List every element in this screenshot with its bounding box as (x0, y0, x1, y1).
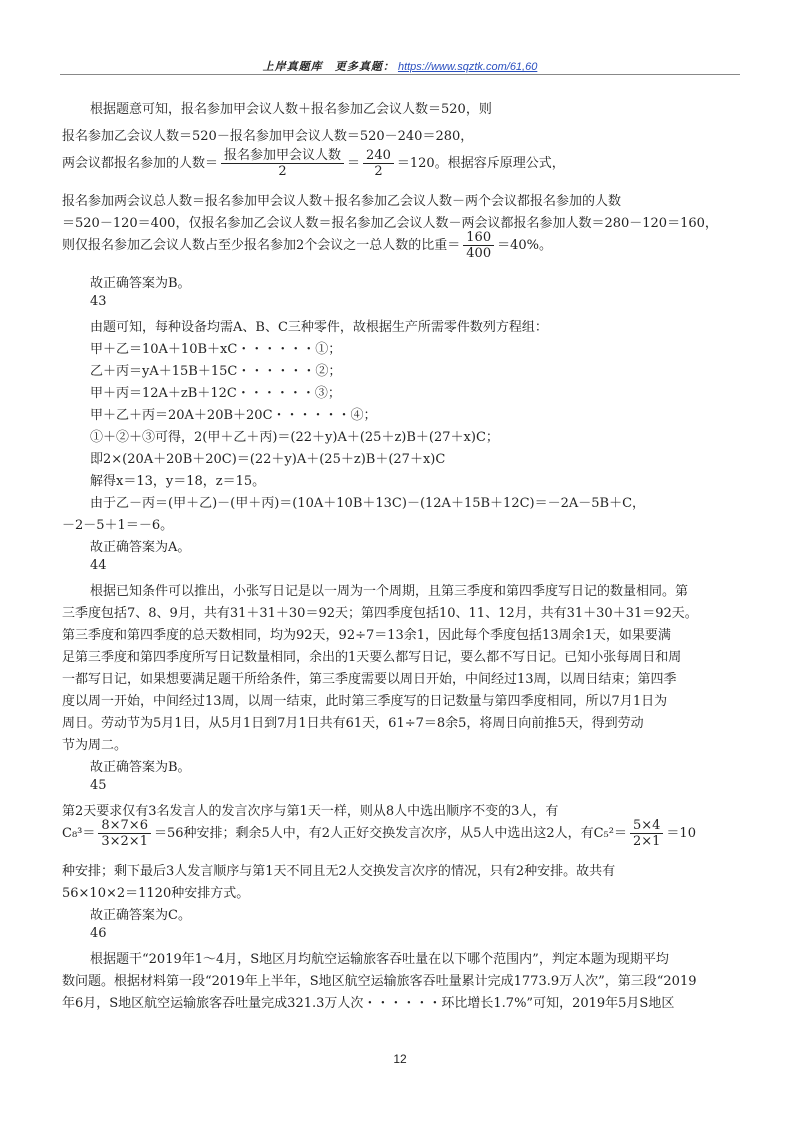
page-number: 12 (393, 1052, 407, 1066)
text-line: 报名参加两会议总人数＝报名参加甲会议人数＋报名参加乙会议人数－两个会议都报名参加的人数 (62, 194, 622, 209)
text-segment: ＝40%。 (497, 238, 553, 253)
text-segment: ＝ (347, 156, 361, 171)
text-segment: ＝10 (666, 826, 696, 841)
question-number: 46 (90, 926, 107, 941)
text-line-fraction (62, 230, 552, 261)
question-number: 44 (90, 558, 107, 573)
text-line: 第2天要求仅有3名发言人的发言次序与第1天一样，则从8人中选出顺序不变的3人，有 (62, 804, 559, 819)
fraction-numerator: 报名参加甲会议人数 (221, 148, 344, 164)
header-link[interactable]: https://www.sqztk.com/61,60 (397, 61, 538, 73)
fraction-numerator: 8×7×6 (98, 818, 151, 834)
text-line: 三季度包括7、8、9月，共有31＋31＋30＝92天；第四季度包括10、11、12月，共有31＋30＋31＝92天。 (62, 606, 698, 621)
brand-label: 上岸真题库 (262, 61, 323, 73)
text-segment: 则仅报名参加乙会议人数占至少报名参加2个会议之一总人数的比重＝ (62, 238, 461, 253)
question-number: 43 (90, 294, 107, 309)
text-line: 解得x＝13，y＝18，z＝15。 (90, 474, 266, 489)
text-line: 周日。劳动节为5月1日，从5月1日到7月1日共有61天，61÷7＝8余5，将周日向前推5天，得到劳动 (62, 716, 644, 731)
equation-line: 甲＋乙＋丙＝20A＋20B＋20C・・・・・・④； (90, 408, 377, 423)
equation-line: ①＋②＋③可得，2(甲＋乙＋丙)＝(22＋y)A＋(25＋z)B＋(27＋x)C； (90, 430, 499, 445)
text-segment: C₈³＝ (62, 826, 96, 841)
text-line-fraction (62, 148, 565, 179)
fraction (98, 818, 151, 849)
text-line: 56×10×2＝1120种安排方式。 (62, 886, 250, 901)
text-line: 根据题干“2019年1～4月，S地区月均航空运输旅客吞吐量在以下哪个范围内”，判定本题为现期平均 (90, 952, 669, 967)
equation-line: 乙＋丙＝yA＋15B＋15C・・・・・・②； (90, 364, 342, 379)
page-header (0, 58, 800, 74)
fraction (463, 230, 494, 261)
text-segment: ＝120。根据容斥原理公式， (396, 156, 565, 171)
text-line: 第三季度和第四季度的总天数相同，均为92天，92÷7＝13余1，因此每个季度包括13周余1天，如果要满 (62, 628, 671, 643)
equation-line: 甲＋乙＝10A＋10B＋xC・・・・・・①； (90, 342, 342, 357)
more-label: 更多真题： (334, 61, 395, 73)
text-line-fraction (62, 818, 696, 849)
question-number: 45 (90, 778, 107, 793)
fraction (630, 818, 663, 849)
text-line: 数问题。根据材料第一段“2019年上半年，S地区航空运输旅客吞吐量累计完成1773.9万人次”，第三段“2019 (62, 974, 697, 989)
answer-line: 故正确答案为B。 (90, 276, 191, 291)
fraction-numerator: 5×4 (630, 818, 663, 834)
text-line: ＝520－120＝400，仅报名参加乙会议人数＝报名参加乙会议人数－两会议都报名参加人数＝280－120＝160， (62, 216, 718, 231)
text-segment: 两会议都报名参加的人数＝ (62, 156, 219, 171)
text-line: 度以周一开始，中间经过13周，以周一结束，此时第三季度写的日记数量与第四季度相同，所以7月1日为 (62, 694, 668, 709)
fraction-numerator: 240 (363, 148, 394, 164)
text-line: 年6月，S地区航空运输旅客吞吐量完成321.3万人次・・・・・・环比增长1.7%”可知，2019年5月S地区 (62, 996, 675, 1011)
fraction (221, 148, 344, 179)
fraction-denominator: 3×2×1 (101, 834, 148, 849)
answer-line: 故正确答案为C。 (90, 908, 191, 923)
answer-line: 故正确答案为A。 (90, 540, 191, 555)
fraction-denominator: 2 (374, 164, 383, 179)
header-divider (60, 74, 740, 75)
text-line: 根据题意可知，报名参加甲会议人数＋报名参加乙会议人数＝520，则 (90, 102, 492, 117)
text-line: 由于乙－丙＝(甲＋乙)－(甲＋丙)＝(10A＋10B＋13C)－(12A＋15B＋12C)＝－2A－5B＋C， (90, 496, 646, 511)
fraction (363, 148, 394, 179)
text-line: 报名参加乙会议人数＝520－报名参加甲会议人数＝520－240＝280， (62, 129, 474, 144)
text-line: －2－5＋1＝－6。 (62, 518, 174, 533)
text-line: 节为周二。 (62, 738, 128, 753)
equation-line: 即2×(20A＋20B＋20C)＝(22＋y)A＋(25＋z)B＋(27＋x)C (90, 452, 446, 467)
text-segment: ＝56种安排；剩余5人中，有2人正好交换发言次序，从5人中选出这2人，有C₅²＝ (153, 826, 627, 841)
text-line: 由题可知，每种设备均需A、B、C三种零件，故根据生产所需零件数列方程组： (90, 320, 548, 335)
text-line: 种安排；剩下最后3人发言顺序与第1天不同且无2人交换发言次序的情况，只有2种安排。故共有 (62, 864, 616, 879)
text-line: 足第三季度和第四季度所写日记数量相同，余出的1天要么都写日记，要么都不写日记。已知小张每周日和周 (62, 650, 682, 665)
equation-line: 甲＋丙＝12A＋zB＋12C・・・・・・③； (90, 386, 341, 401)
answer-line: 故正确答案为B。 (90, 760, 191, 775)
fraction-denominator: 2×1 (632, 834, 661, 849)
text-line: 一都写日记，如果想要满足题干所给条件，第三季度需要以周日开始，中间经过13周，以周日结束；第四季 (62, 672, 677, 687)
fraction-numerator: 160 (463, 230, 494, 246)
fraction-denominator: 400 (466, 246, 492, 261)
text-line: 根据已知条件可以推出，小张写日记是以一周为一个周期，且第三季度和第四季度写日记的数量相同。第 (90, 584, 689, 599)
fraction-denominator: 2 (278, 164, 287, 179)
